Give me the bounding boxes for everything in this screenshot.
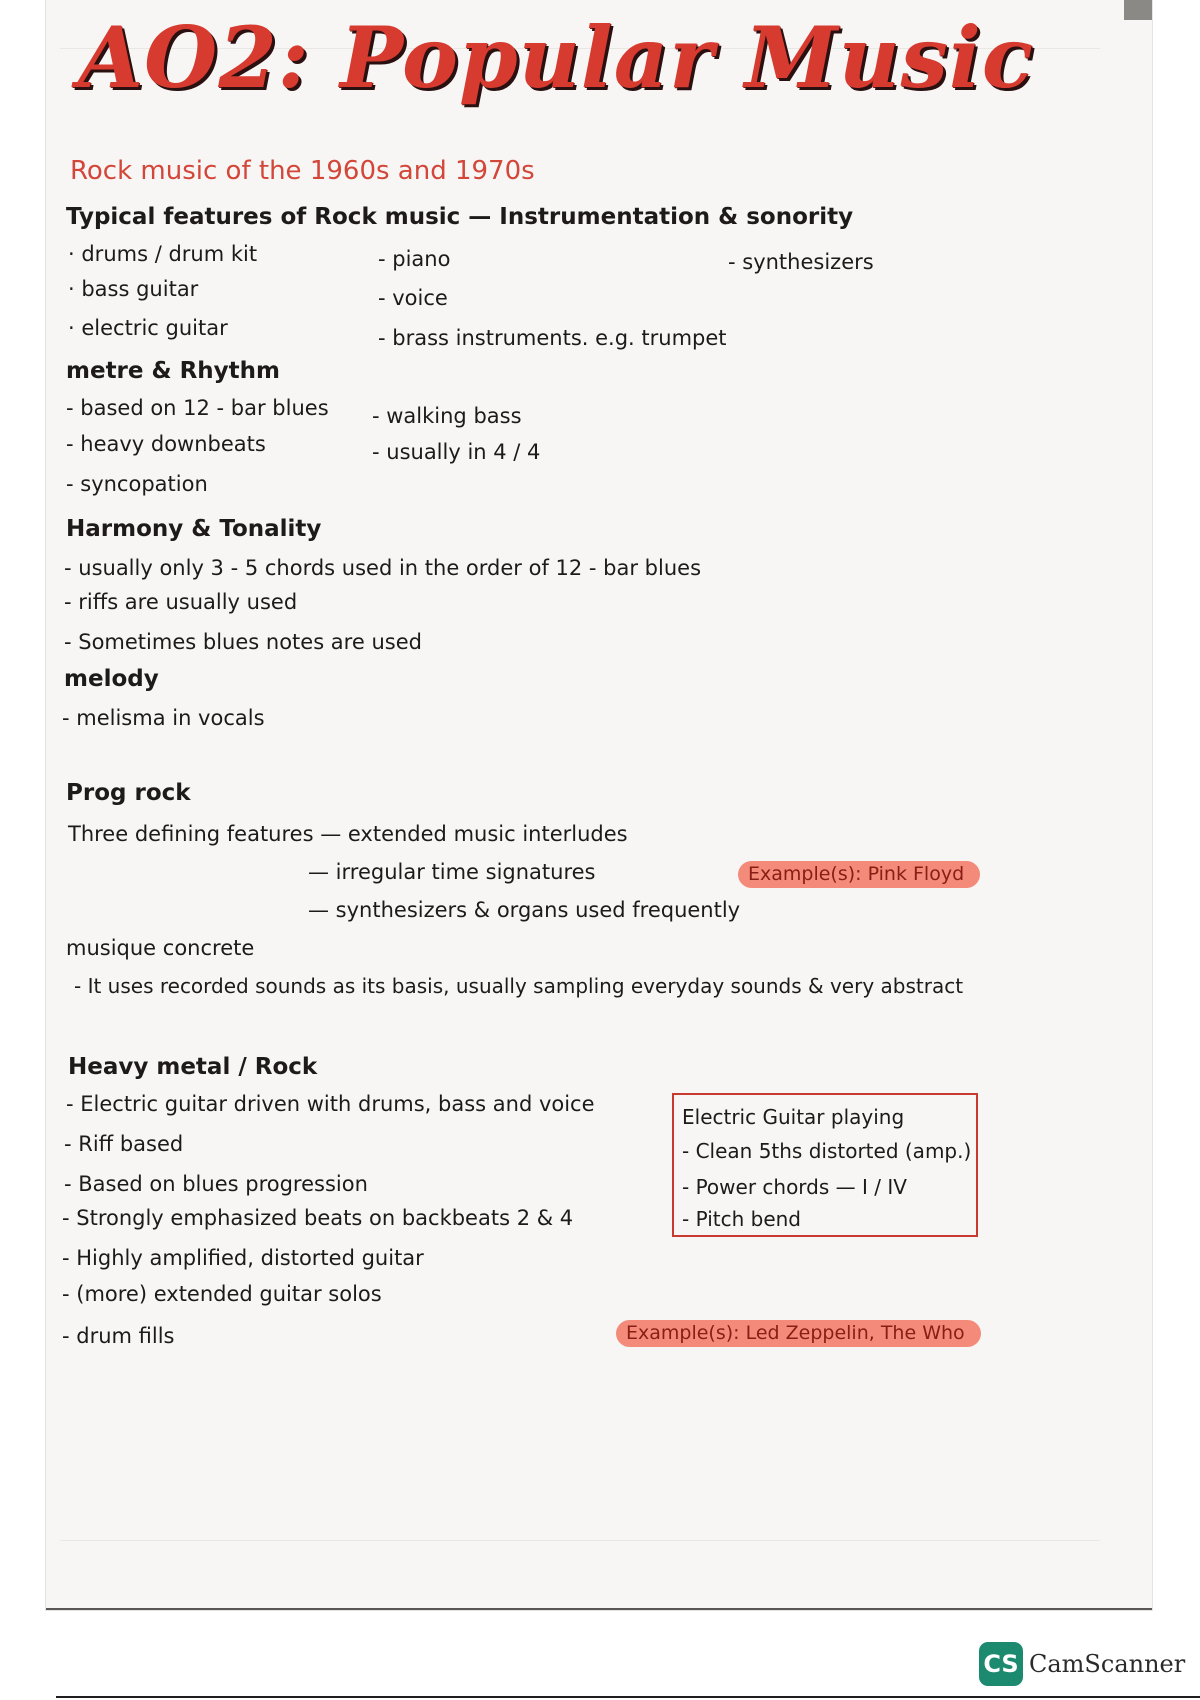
metre-item: - based on 12 - bar blues [66,396,329,420]
musique-text: - It uses recorded sounds as its basis, usually sampling everyday sounds & very abstract [74,974,964,998]
metal-item: - Strongly emphasized beats on backbeats 2 & 4 [62,1206,574,1230]
metal-heading: Heavy metal / Rock [68,1054,318,1080]
instrument-item: - brass instruments. e.g. trumpet [378,326,727,350]
instrument-item: - synthesizers [728,250,874,274]
metre-item: - syncopation [66,472,208,496]
camscanner-name: CamScanner [1029,1650,1186,1678]
example-highlight: Example(s): Pink Floyd [738,861,980,888]
instrumentation-heading: Typical features of Rock music — Instrumentation & sonority [66,204,854,230]
instrument-item: · drums / drum kit [68,242,258,266]
melody-heading: melody [64,666,159,692]
instrument-item: - voice [378,286,448,310]
camscanner-watermark [979,1642,1185,1686]
melody-item: - melisma in vocals [62,706,265,730]
footer-rule [56,1696,1200,1698]
page-corner-mark [1124,0,1152,20]
section-subtitle: Rock music of the 1960s and 1970s [70,156,535,186]
metal-item: - (more) extended guitar solos [62,1282,382,1306]
guitar-playing-box [672,1093,978,1237]
musique-heading: musique concrete [66,936,255,960]
instrument-item: · bass guitar [68,277,199,301]
example-highlight: Example(s): Led Zeppelin, The Who [616,1320,981,1347]
page-bottom-edge [46,1608,1152,1610]
metre-item: - usually in 4 / 4 [372,440,541,464]
harmony-item: - usually only 3 - 5 chords used in the order of 12 - bar blues [64,556,702,580]
metal-item: - Highly amplified, distorted guitar [62,1246,424,1270]
instrument-item: - piano [378,247,451,271]
metal-item: - Riff based [64,1132,184,1156]
metre-item: - walking bass [372,404,522,428]
harmony-heading: Harmony & Tonality [66,516,322,542]
instrument-item: · electric guitar [68,316,228,340]
metal-item: - Based on blues progression [64,1172,368,1196]
box-item: - Pitch bend [682,1207,801,1231]
metre-item: - heavy downbeats [66,432,266,456]
box-title: Electric Guitar playing [682,1105,905,1129]
box-item: - Power chords — I / IV [682,1175,907,1199]
prog-heading: Prog rock [66,780,191,806]
harmony-item: - riffs are usually used [64,590,298,614]
camscanner-logo-icon: CS [979,1642,1023,1686]
prog-feature: Three defining features — extended music interludes [68,822,628,846]
harmony-item: - Sometimes blues notes are used [64,630,422,654]
prog-feature: — irregular time signatures [308,860,596,884]
box-item: - Clean 5ths distorted (amp.) [682,1139,972,1163]
metal-item: - drum fills [62,1324,175,1348]
page-rule [60,1540,1100,1541]
metal-item: - Electric guitar driven with drums, bass and voice [66,1092,595,1116]
page-title: AO2: Popular Music [78,8,1035,107]
prog-feature: — synthesizers & organs used frequently [308,898,741,922]
metre-heading: metre & Rhythm [66,358,280,384]
